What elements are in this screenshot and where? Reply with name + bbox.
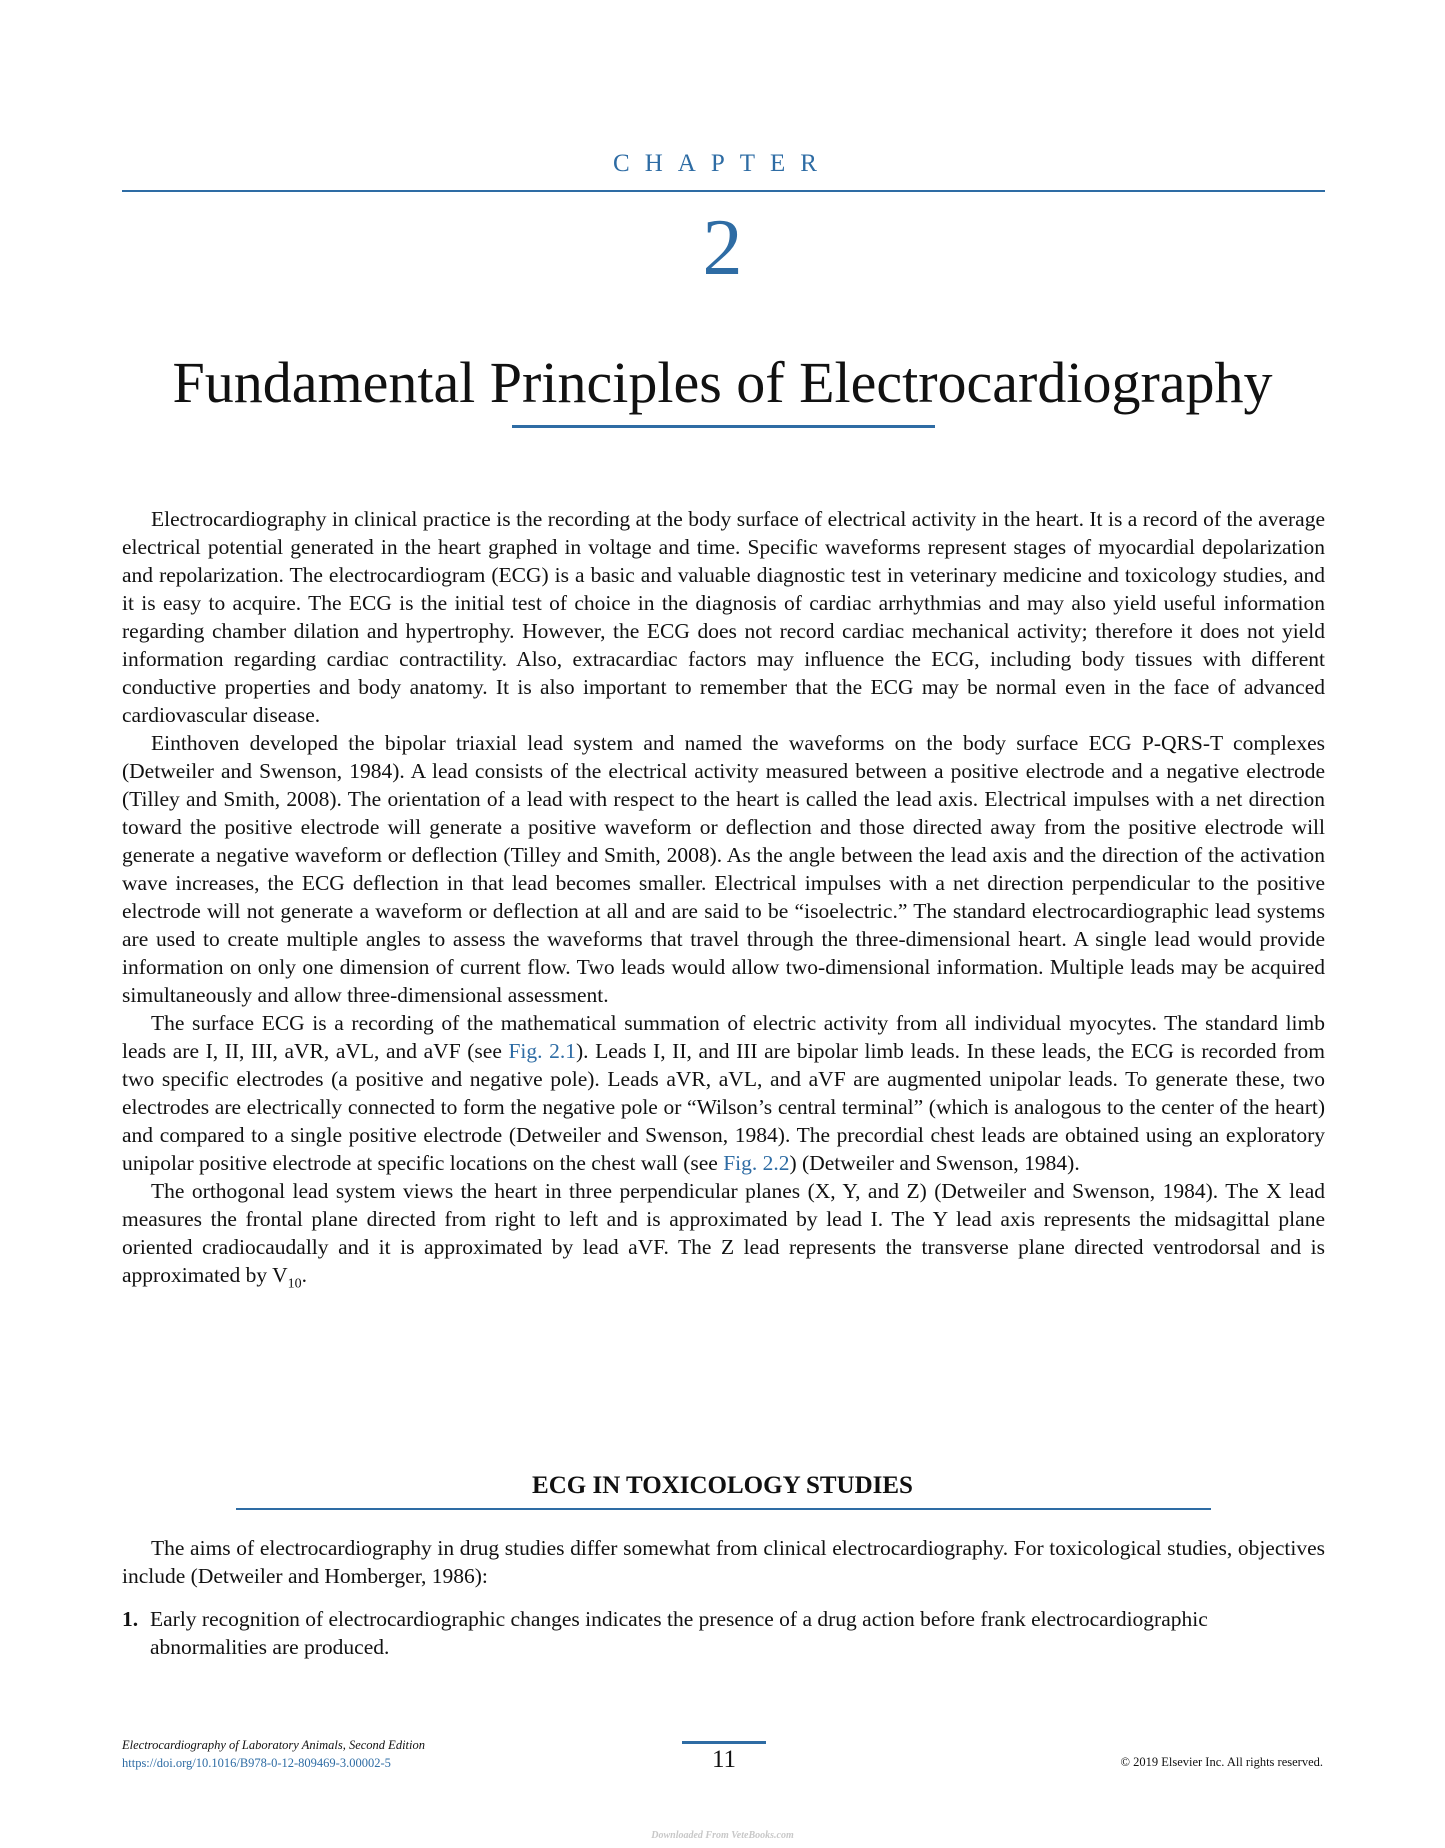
chapter-rule <box>122 190 1325 192</box>
watermark: Downloaded From VeteBooks.com <box>651 1830 794 1841</box>
page-number-rule <box>682 1741 766 1744</box>
paragraph-text: ). Leads I, II, and III are bipolar limb leads. In these leads, the ECG is recorded from two specific electrodes (a positive and negative pole). Leads aVR, aVL, and aVF are augmented unipolar leads. To generate these, two electrodes are electrically connected to form the negative pole or “Wilson’s central terminal” (which is analogous to the center of the heart) and compared to a single positive electrode (Detweiler and Swenson, 1984). The precordial chest leads are obtained using an exploratory unipolar positive electrode at specific locations on the chest wall (see <box>122 1039 1325 1175</box>
page-number: 11 <box>711 1746 737 1773</box>
chapter-title: Fundamental Principles of Electrocardiography <box>172 350 1273 415</box>
section-intro <box>122 1534 1325 1590</box>
paragraph-surface-ecg <box>122 1009 1325 1177</box>
chapter-body <box>122 505 1325 1292</box>
title-rule <box>512 425 935 428</box>
subscript: 10 <box>287 1276 302 1292</box>
paragraph-text: ) (Detweiler and Swenson, 1984). <box>789 1151 1080 1175</box>
list-number: 1. <box>122 1607 139 1631</box>
chapter-label: CHAPTER <box>613 150 832 177</box>
footer-doi-link[interactable]: https://doi.org/10.1016/B978-0-12-809469-3.00002-5 <box>122 1756 391 1770</box>
list-item <box>122 1605 1232 1661</box>
paragraph-text: . <box>301 1263 307 1287</box>
paragraph-text: The surface ECG is a recording of the mathematical summation of electric activity from all individual myocytes. The standard limb leads are I, II, III, aVR, aVL, and aVF (see <box>122 1011 1325 1063</box>
section-rule <box>236 1508 1211 1510</box>
footer-citation <box>122 1736 425 1772</box>
paragraph-toxicology-intro: The aims of electrocardiography in drug studies differ somewhat from clinical electrocardiography. For toxicological studies, objectives include (Detweiler and Homberger, 1986): <box>122 1536 1325 1588</box>
paragraph-orthogonal <box>122 1177 1325 1292</box>
footer-copyright: © 2019 Elsevier Inc. All rights reserved. <box>1120 1755 1323 1769</box>
list-text: Early recognition of electrocardiographic changes indicates the presence of a drug action before frank electrocardiographic abnormalities are produced. <box>150 1607 1208 1659</box>
paragraph-einthoven: Einthoven developed the bipolar triaxial lead system and named the waveforms on the body surface ECG P-QRS-T complexes (Detweiler and Swenson, 1984). A lead consists of the electrical activity measured between a positive electrode and a negative electrode (Tilley and Smith, 2008). The orientation of a lead with respect to the heart is called the lead axis. Electrical impulses with a net direction toward the positive electrode will generate a positive waveform or deflection and those directed away from the positive electrode will generate a negative waveform or deflection (Tilley and Smith, 2008). As the angle between the lead axis and the direction of the activation wave increases, the ECG deflection in that lead becomes smaller. Electrical impulses with a net direction perpendicular to the positive electrode will not generate a waveform or deflection at all and are said to be “isoelectric.” The standard electrocardiographic lead systems are used to create multiple angles to assess the waveforms that travel through the three-dimensional heart. A single lead would provide information on only one dimension of current flow. Two leads would allow two-dimensional information. Multiple leads may be acquired simultaneously and allow three-dimensional assessment. <box>122 731 1325 1007</box>
figure-link-2-1[interactable]: Fig. 2.1 <box>508 1039 576 1063</box>
paragraph-intro: Electrocardiography in clinical practice is the recording at the body surface of electrical activity in the heart. It is a record of the average electrical potential generated in the heart graphed in voltage and time. Specific waveforms represent stages of myocardial depolarization and repolarization. The electrocardiogram (ECG) is a basic and valuable diagnostic test in veterinary medicine and toxicology studies, and it is easy to acquire. The ECG is the initial test of choice in the diagnosis of cardiac arrhythmias and may also yield useful information regarding chamber dilation and hypertrophy. However, the ECG does not record cardiac mechanical activity; therefore it does not yield information regarding cardiac contractility. Also, extracardiac factors may influence the ECG, including body tissues with different conductive properties and body anatomy. It is also important to remember that the ECG may be normal even in the face of advanced cardiovascular disease. <box>122 507 1325 727</box>
section-heading: ECG IN TOXICOLOGY STUDIES <box>532 1472 913 1499</box>
footer-book-title: Electrocardiography of Laboratory Animals, Second Edition <box>122 1738 425 1752</box>
figure-link-2-2[interactable]: Fig. 2.2 <box>723 1151 790 1175</box>
paragraph-text: The orthogonal lead system views the heart in three perpendicular planes (X, Y, and Z) (Detweiler and Swenson, 1984). The X lead measures the frontal plane directed from right to left and is approximated by lead I. The Y lead axis represents the midsagittal plane oriented cradiocaudally and it is approximated by lead aVF. The Z lead represents the transverse plane directed ventrodorsal and is approximated by V <box>122 1179 1325 1287</box>
chapter-number: 2 <box>702 204 743 292</box>
